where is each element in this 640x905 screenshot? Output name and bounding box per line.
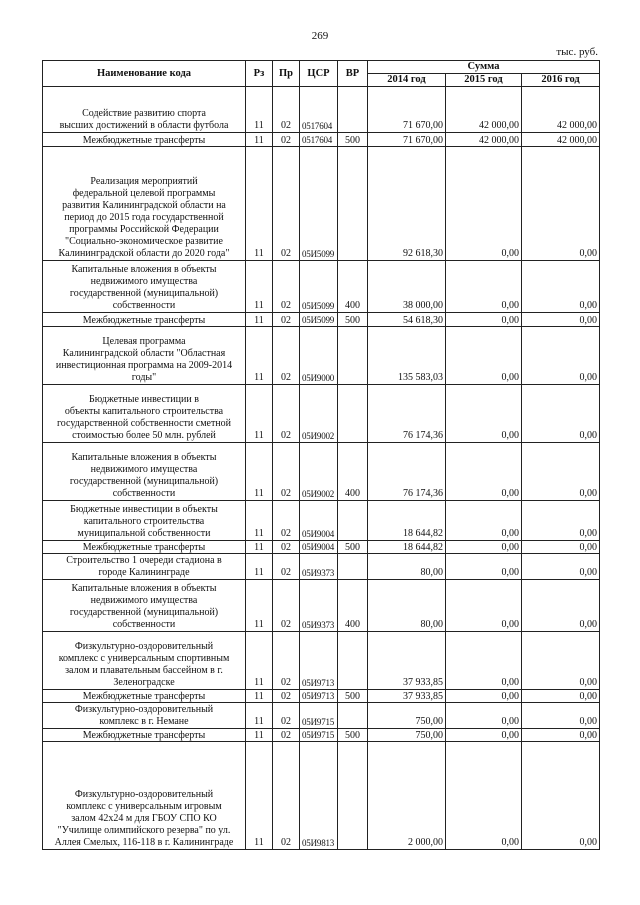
cell-name: Бюджетные инвестиции в объекты капитального строительства муниципальной собственности <box>43 501 246 541</box>
cell-y2014: 71 670,00 <box>368 87 446 133</box>
header-csr: ЦСР <box>300 61 338 87</box>
cell-y2015: 0,00 <box>446 703 522 729</box>
cell-name: Строительство 1 очереди стадиона в городе Калининграде <box>43 554 246 580</box>
cell-rz: 11 <box>246 580 273 632</box>
cell-y2014: 71 670,00 <box>368 133 446 147</box>
cell-rz: 11 <box>246 385 273 443</box>
table-row <box>43 742 600 850</box>
cell-y2016: 0,00 <box>522 703 600 729</box>
header-rz: Рз <box>246 61 273 87</box>
cell-y2016: 0,00 <box>522 729 600 742</box>
cell-y2014: 80,00 <box>368 554 446 580</box>
table-row <box>43 690 600 703</box>
cell-csr: 05И9713 <box>300 690 338 703</box>
table-row <box>43 703 600 729</box>
cell-name: Реализация мероприятий федеральной целевой программы развития Калининградской области на период до 2015 года государственной программы Российской Федерации "Социально-экономическое развитие Калининградской области до 2020 года" <box>43 147 246 261</box>
cell-y2015: 42 000,00 <box>446 87 522 133</box>
cell-rz: 11 <box>246 703 273 729</box>
cell-rz: 11 <box>246 443 273 501</box>
cell-csr: 05И9000 <box>300 327 338 385</box>
table-row <box>43 501 600 541</box>
cell-y2015: 0,00 <box>446 501 522 541</box>
cell-y2014: 37 933,85 <box>368 690 446 703</box>
cell-y2014: 18 644,82 <box>368 501 446 541</box>
table-row <box>43 313 600 327</box>
cell-vr <box>338 385 368 443</box>
header-pr: Пр <box>273 61 300 87</box>
cell-name: Физкультурно-оздоровительный комплекс в г. Немане <box>43 703 246 729</box>
table-row <box>43 327 600 385</box>
cell-pr: 02 <box>273 554 300 580</box>
cell-csr: 05И9373 <box>300 554 338 580</box>
cell-y2015: 0,00 <box>446 541 522 554</box>
page-number: 269 <box>311 30 329 42</box>
cell-rz: 11 <box>246 313 273 327</box>
cell-y2016: 0,00 <box>522 690 600 703</box>
cell-y2015: 0,00 <box>446 313 522 327</box>
cell-vr <box>338 87 368 133</box>
cell-y2015: 0,00 <box>446 554 522 580</box>
cell-pr: 02 <box>273 443 300 501</box>
cell-vr: 500 <box>338 541 368 554</box>
cell-vr: 400 <box>338 443 368 501</box>
cell-y2015: 0,00 <box>446 632 522 690</box>
cell-y2014: 92 618,30 <box>368 147 446 261</box>
cell-y2015: 0,00 <box>446 690 522 703</box>
cell-vr: 400 <box>338 580 368 632</box>
cell-csr: 05И9002 <box>300 443 338 501</box>
header-sum: Сумма <box>368 61 600 74</box>
table-row <box>43 554 600 580</box>
table-row <box>43 261 600 313</box>
cell-y2014: 38 000,00 <box>368 261 446 313</box>
cell-name: Межбюджетные трансферты <box>43 541 246 554</box>
cell-pr: 02 <box>273 501 300 541</box>
cell-rz: 11 <box>246 632 273 690</box>
cell-name: Межбюджетные трансферты <box>43 690 246 703</box>
table-row <box>43 580 600 632</box>
cell-y2016: 0,00 <box>522 580 600 632</box>
cell-y2015: 42 000,00 <box>446 133 522 147</box>
cell-y2014: 37 933,85 <box>368 632 446 690</box>
cell-rz: 11 <box>246 690 273 703</box>
cell-name: Содействие развитию спорта высших достижений в области футбола <box>43 87 246 133</box>
cell-y2015: 0,00 <box>446 742 522 850</box>
cell-y2014: 750,00 <box>368 729 446 742</box>
cell-y2014: 135 583,03 <box>368 327 446 385</box>
header-name: Наименование кода <box>43 61 246 87</box>
cell-pr: 02 <box>273 385 300 443</box>
cell-pr: 02 <box>273 87 300 133</box>
cell-y2015: 0,00 <box>446 385 522 443</box>
cell-pr: 02 <box>273 703 300 729</box>
cell-rz: 11 <box>246 501 273 541</box>
cell-y2016: 0,00 <box>522 147 600 261</box>
cell-rz: 11 <box>246 147 273 261</box>
cell-vr <box>338 554 368 580</box>
cell-y2014: 76 174,36 <box>368 385 446 443</box>
cell-rz: 11 <box>246 729 273 742</box>
cell-pr: 02 <box>273 729 300 742</box>
cell-vr: 400 <box>338 261 368 313</box>
cell-csr: 05И5099 <box>300 313 338 327</box>
cell-csr: 05И9004 <box>300 501 338 541</box>
cell-pr: 02 <box>273 632 300 690</box>
table-row <box>43 632 600 690</box>
cell-y2015: 0,00 <box>446 147 522 261</box>
table-row <box>43 541 600 554</box>
header-2015: 2015 год <box>446 74 522 87</box>
cell-y2016: 0,00 <box>522 541 600 554</box>
cell-csr: 05И9715 <box>300 703 338 729</box>
cell-y2016: 0,00 <box>522 632 600 690</box>
cell-y2016: 0,00 <box>522 385 600 443</box>
cell-y2016: 42 000,00 <box>522 87 600 133</box>
cell-y2015: 0,00 <box>446 261 522 313</box>
cell-csr: 05И9713 <box>300 632 338 690</box>
cell-name: Капитальные вложения в объекты недвижимого имущества государственной (муниципальной) собственности <box>43 580 246 632</box>
cell-vr: 500 <box>338 729 368 742</box>
cell-y2015: 0,00 <box>446 580 522 632</box>
cell-y2016: 0,00 <box>522 501 600 541</box>
cell-y2015: 0,00 <box>446 729 522 742</box>
table-row <box>43 87 600 133</box>
cell-vr: 500 <box>338 313 368 327</box>
cell-csr: 05И5099 <box>300 147 338 261</box>
table-row <box>43 729 600 742</box>
table-row <box>43 385 600 443</box>
unit-label: тыс. руб. <box>556 46 598 58</box>
cell-y2016: 0,00 <box>522 742 600 850</box>
cell-y2014: 2 000,00 <box>368 742 446 850</box>
cell-pr: 02 <box>273 261 300 313</box>
cell-y2014: 76 174,36 <box>368 443 446 501</box>
cell-vr <box>338 703 368 729</box>
cell-csr: 05И9813 <box>300 742 338 850</box>
cell-vr <box>338 327 368 385</box>
cell-vr <box>338 501 368 541</box>
header-2014: 2014 год <box>368 74 446 87</box>
cell-rz: 11 <box>246 87 273 133</box>
cell-y2015: 0,00 <box>446 443 522 501</box>
budget-table <box>42 60 600 850</box>
header-vr: ВР <box>338 61 368 87</box>
cell-rz: 11 <box>246 261 273 313</box>
cell-y2016: 42 000,00 <box>522 133 600 147</box>
cell-name: Межбюджетные трансферты <box>43 313 246 327</box>
cell-pr: 02 <box>273 133 300 147</box>
cell-y2015: 0,00 <box>446 327 522 385</box>
cell-csr: 05И5099 <box>300 261 338 313</box>
cell-name: Бюджетные инвестиции в объекты капитального строительства государственной собственности сметной стоимостью более 50 млн. рублей <box>43 385 246 443</box>
cell-vr: 500 <box>338 133 368 147</box>
cell-vr <box>338 632 368 690</box>
cell-y2016: 0,00 <box>522 554 600 580</box>
cell-y2016: 0,00 <box>522 261 600 313</box>
cell-name: Физкультурно-оздоровительный комплекс с универсальным спортивным залом и плавательным бассейном в г. Зеленоградске <box>43 632 246 690</box>
table-row <box>43 443 600 501</box>
cell-csr: 05И9373 <box>300 580 338 632</box>
cell-rz: 11 <box>246 541 273 554</box>
cell-csr: 05И9004 <box>300 541 338 554</box>
cell-pr: 02 <box>273 742 300 850</box>
cell-y2014: 750,00 <box>368 703 446 729</box>
cell-y2014: 18 644,82 <box>368 541 446 554</box>
cell-pr: 02 <box>273 541 300 554</box>
cell-rz: 11 <box>246 327 273 385</box>
cell-csr: 0517604 <box>300 133 338 147</box>
cell-rz: 11 <box>246 742 273 850</box>
cell-pr: 02 <box>273 327 300 385</box>
cell-pr: 02 <box>273 313 300 327</box>
cell-vr: 500 <box>338 690 368 703</box>
cell-vr <box>338 742 368 850</box>
cell-name: Целевая программа Калининградской области "Областная инвестиционная программа на 2009-2014 годы" <box>43 327 246 385</box>
cell-pr: 02 <box>273 690 300 703</box>
cell-y2016: 0,00 <box>522 443 600 501</box>
cell-rz: 11 <box>246 133 273 147</box>
cell-csr: 05И9002 <box>300 385 338 443</box>
cell-pr: 02 <box>273 580 300 632</box>
cell-y2016: 0,00 <box>522 327 600 385</box>
cell-pr: 02 <box>273 147 300 261</box>
cell-name: Капитальные вложения в объекты недвижимого имущества государственной (муниципальной) собственности <box>43 443 246 501</box>
budget-rows <box>43 87 600 850</box>
table-row <box>43 147 600 261</box>
cell-name: Физкультурно-оздоровительный комплекс с универсальным игровым залом 42х24 м для ГБОУ СПО КО "Училище олимпийского резерва" по ул. Аллея Смелых, 116-118 в г. Калининграде <box>43 742 246 850</box>
cell-y2014: 80,00 <box>368 580 446 632</box>
table-row <box>43 133 600 147</box>
cell-name: Капитальные вложения в объекты недвижимого имущества государственной (муниципальной) собственности <box>43 261 246 313</box>
cell-name: Межбюджетные трансферты <box>43 133 246 147</box>
cell-csr: 0517604 <box>300 87 338 133</box>
cell-csr: 05И9715 <box>300 729 338 742</box>
cell-vr <box>338 147 368 261</box>
cell-y2014: 54 618,30 <box>368 313 446 327</box>
cell-y2016: 0,00 <box>522 313 600 327</box>
cell-name: Межбюджетные трансферты <box>43 729 246 742</box>
header-2016: 2016 год <box>522 74 600 87</box>
cell-rz: 11 <box>246 554 273 580</box>
